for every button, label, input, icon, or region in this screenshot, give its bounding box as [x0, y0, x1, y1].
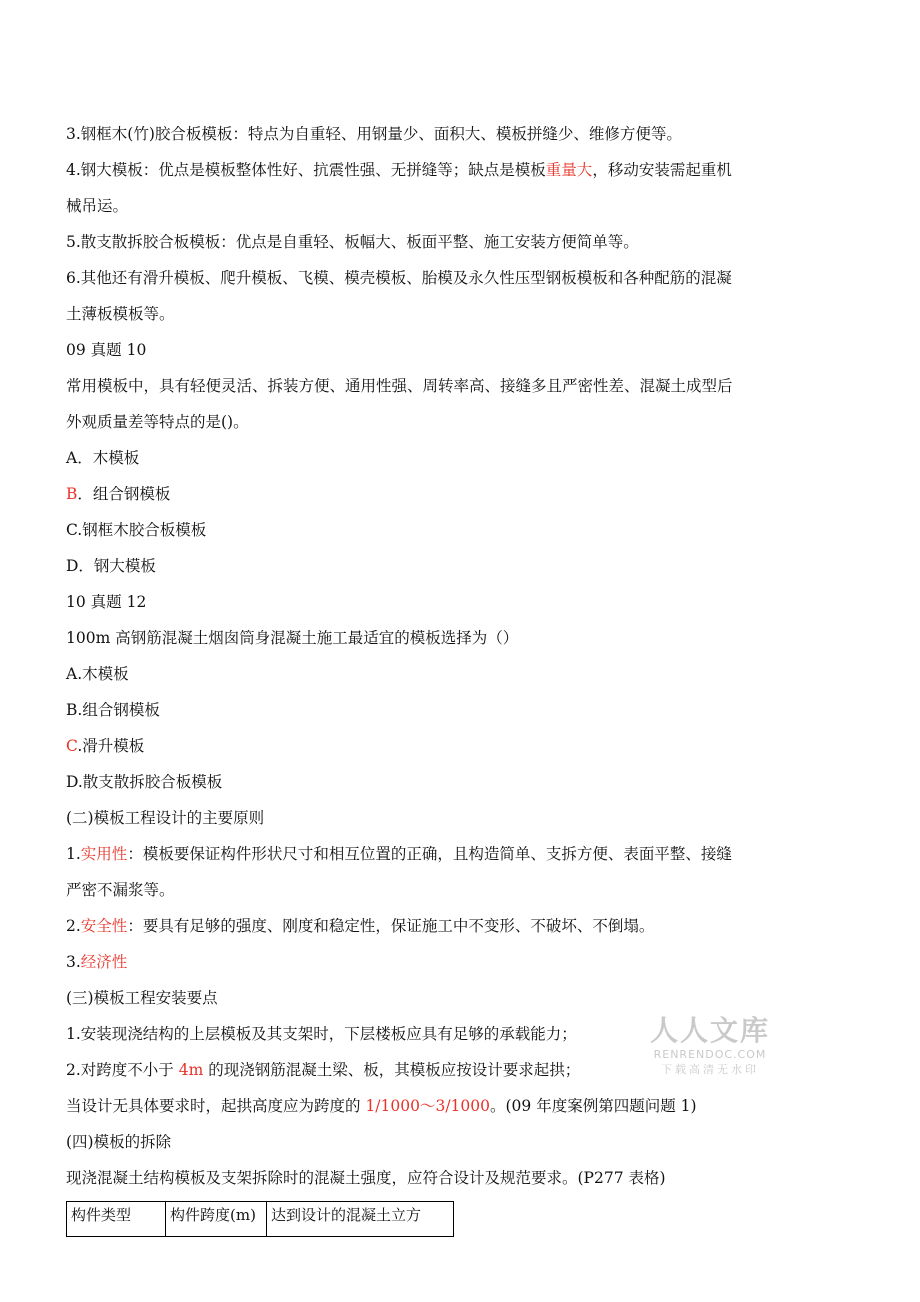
text-segment: 10 真题 12 — [66, 593, 147, 611]
text-segment: 外观质量差等特点的是()。 — [66, 413, 249, 431]
text-segment: 3. — [66, 953, 81, 971]
highlighted-text: B — [66, 485, 78, 503]
text-segment: ：要具有足够的强度、刚度和稳定性，保证施工中不变形、不破坏、不倒塌。 — [127, 917, 655, 935]
highlighted-text: 重量大 — [545, 161, 593, 179]
text-segment: B.组合钢模板 — [66, 701, 160, 719]
text-segment: 09 真题 10 — [66, 341, 147, 359]
text-segment: 100m 高钢筋混凝土烟囱筒身混凝土施工最适宜的模板选择为（） — [66, 629, 519, 647]
text-line — [66, 728, 826, 764]
highlighted-text: 4m — [178, 1061, 204, 1079]
formwork-strength-table — [66, 1201, 454, 1237]
text-segment: 当设计无具体要求时，起拱高度应为跨度的 — [66, 1097, 366, 1115]
watermark-logo — [646, 1014, 774, 1078]
text-segment: (二)模板工程设计的主要原则 — [66, 809, 265, 827]
text-segment: 常用模板中，具有轻便灵活、拆装方便、通用性强、周转率高、接缝多且严密性差、混凝土成型后 — [66, 377, 733, 395]
text-line — [66, 872, 826, 908]
text-segment: (四)模板的拆除 — [66, 1133, 172, 1151]
text-line — [66, 440, 826, 476]
text-line — [66, 404, 826, 440]
text-line — [66, 260, 826, 296]
text-line — [66, 944, 826, 980]
highlighted-text: 实用性 — [80, 845, 128, 863]
text-segment: 2.对跨度不小于 — [66, 1061, 179, 1079]
table-header-cell: 构件类型 — [67, 1202, 166, 1237]
text-segment: 2. — [66, 917, 81, 935]
text-segment: 6.其他还有滑升模板、爬升模板、飞模、模壳模板、胎模及永久性压型钢板模板和各种配筋的混凝 — [66, 269, 732, 287]
table-header-row — [67, 1202, 454, 1237]
highlighted-text: 1/1000～3/1000 — [365, 1097, 490, 1115]
text-line — [66, 692, 826, 728]
text-line — [66, 1124, 826, 1160]
text-line — [66, 368, 826, 404]
text-line — [66, 764, 826, 800]
text-segment: 严密不漏浆等。 — [66, 881, 175, 899]
text-segment: 械吊运。 — [66, 197, 129, 215]
table-header-cell: 构件跨度(m) — [166, 1202, 267, 1237]
text-segment: A.木模板 — [66, 665, 129, 683]
text-segment: ：模板要保证构件形状尺寸和相互位置的正确，且构造简单、支拆方便、表面平整、接缝 — [127, 845, 732, 863]
text-line — [66, 836, 826, 872]
text-line — [66, 116, 826, 152]
text-line — [66, 1088, 826, 1124]
text-line — [66, 512, 826, 548]
text-segment: 5.散支散拆胶合板模板：优点是自重轻、板幅大、板面平整、施工安装方便简单等。 — [66, 233, 639, 251]
watermark-title: 人人文库 — [649, 1014, 770, 1047]
text-segment: 的现浇钢筋混凝土梁、板，其模板应按设计要求起拱； — [203, 1061, 581, 1079]
highlighted-text: C — [66, 737, 78, 755]
text-line — [66, 224, 826, 260]
text-segment: 土薄板模板等。 — [66, 305, 175, 323]
text-line — [66, 476, 826, 512]
text-line — [66, 656, 826, 692]
text-line — [66, 1160, 826, 1196]
text-segment: D．钢大模板 — [66, 557, 156, 575]
text-segment: 3.钢框木(竹)胶合板模板：特点为自重轻、用钢量少、面积大、模板拼缝少、维修方便等。 — [66, 125, 682, 143]
text-segment: 4.钢大模板：优点是模板整体性好、抗震性强、无拼缝等；缺点是模板 — [66, 161, 546, 179]
text-line — [66, 548, 826, 584]
text-segment: 1.安装现浇结构的上层模板及其支架时，下层楼板应具有足够的承载能力； — [66, 1025, 577, 1043]
text-line — [66, 584, 826, 620]
text-segment: 现浇混凝土结构模板及支架拆除时的混凝土强度，应符合设计及规范要求。(P277 表格) — [66, 1169, 666, 1187]
text-segment: ，移动安装需起重机 — [592, 161, 732, 179]
text-line — [66, 620, 826, 656]
highlighted-text: 经济性 — [80, 953, 128, 971]
text-segment: (三)模板工程安装要点 — [66, 989, 218, 1007]
text-line — [66, 908, 826, 944]
text-line — [66, 800, 826, 836]
text-line — [66, 188, 826, 224]
text-segment: ．组合钢模板 — [77, 485, 171, 503]
text-line — [66, 152, 826, 188]
text-segment: A．木模板 — [66, 449, 140, 467]
watermark-subtitle: 下载高清无水印 — [661, 1063, 759, 1076]
text-segment: 。(09 年度案例第四题问题 1) — [490, 1097, 697, 1115]
highlighted-text: 安全性 — [80, 917, 128, 935]
table-header-cell: 达到设计的混凝土立方 — [267, 1202, 454, 1237]
text-line — [66, 980, 826, 1016]
text-segment: 1. — [66, 845, 81, 863]
watermark-url: RENRENDOC.COM — [653, 1048, 767, 1061]
text-line — [66, 296, 826, 332]
text-segment: C.钢框木胶合板模板 — [66, 521, 207, 539]
text-segment: D.散支散拆胶合板模板 — [66, 773, 223, 791]
text-line — [66, 332, 826, 368]
text-segment: .滑升模板 — [77, 737, 145, 755]
